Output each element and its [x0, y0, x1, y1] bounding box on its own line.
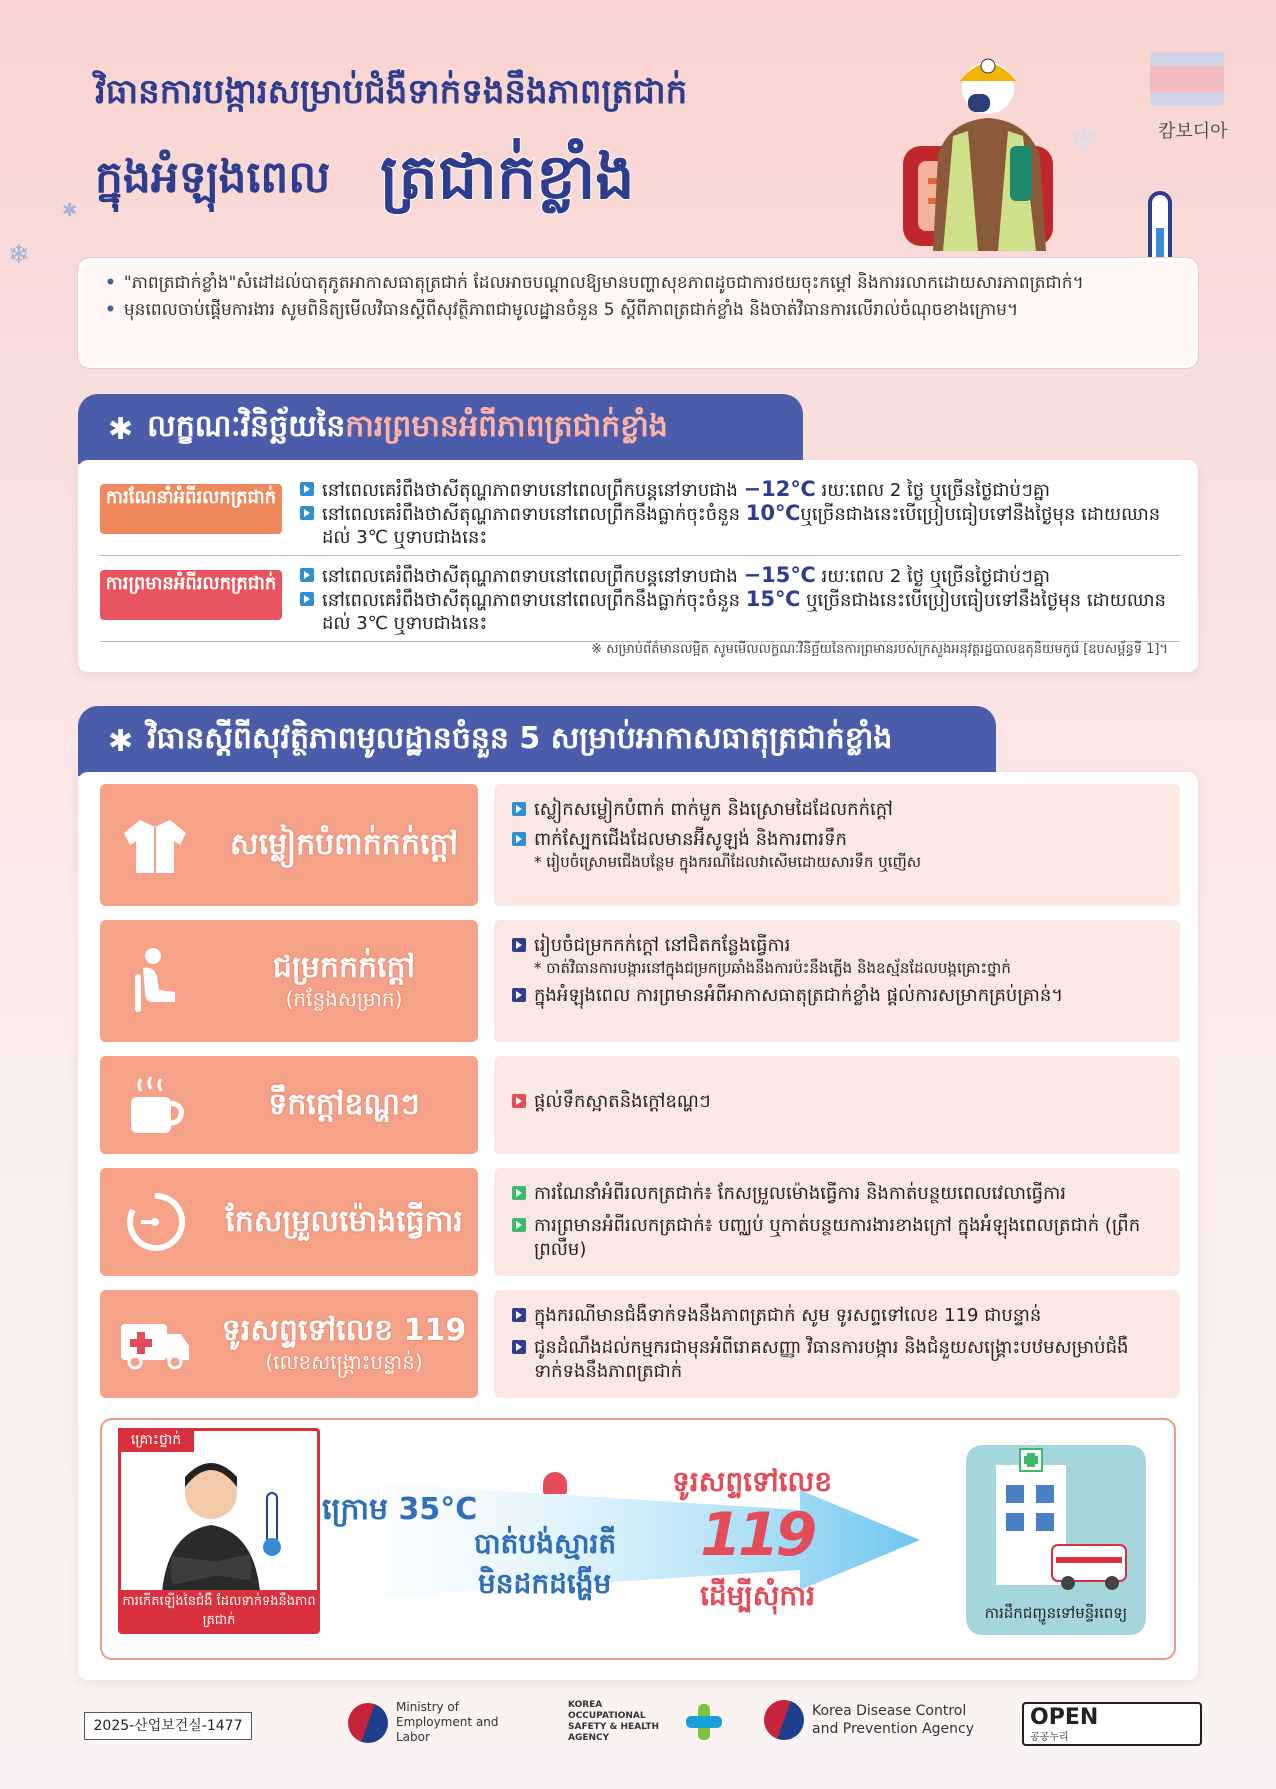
list-item: [300, 502, 1180, 549]
rule-label: [210, 1313, 478, 1375]
arrow-bullet-icon: [512, 1340, 526, 1354]
text: ក្នុងករណីមានជំងឺទាក់ទងនឹងភាពត្រជាក់ សូម ទូរសព្ទទៅលេខ 119 ជាបន្ទាន់: [534, 1305, 1042, 1326]
text: ការព្រមានអំពីរលកត្រជាក់៖ បញ្ឈប់ ឬកាត់បន្ថយការងារខាងក្រៅ ក្នុងអំឡុងពេលត្រជាក់ (ព្រឹកព្រលឹម): [534, 1215, 1141, 1260]
warning-list: [300, 564, 1180, 635]
org-name: Korea Disease Control and Prevention Agency: [812, 1703, 975, 1737]
arrow-bullet-icon: [300, 506, 314, 520]
text: ឬច្រើនជាងនេះបើប្រៀបធៀបទៅនឹងថ្ងៃមុន ដោយឈានដល់ 3℃ ឬទាបជាងនេះ: [322, 590, 1166, 634]
ambulance-icon: [117, 1316, 193, 1372]
criteria-row-advisory: [100, 474, 1180, 556]
intro-text: មុនពេលចាប់ផ្តើមការងារ សូមពិនិត្យមើលវិធានស្តីពីសុវត្ថិភាពជាមូលដ្ឋានចំនួន 5 ស្តីពីភាពត្រជាក់ខ្លាំង និងចាត់វិធានការលើរាល់ចំណុចខាងក្រោម។: [123, 300, 1019, 320]
call-suffix: ដើម្បីសុំការ: [700, 1579, 815, 1612]
worker-illustration: [898, 36, 1098, 256]
text: ការណែនាំអំពីរលកត្រជាក់៖ កែសម្រួលម៉ោងធ្វើការ និងកាត់បន្ថយពេលវេលាធ្វើការ: [534, 1183, 1066, 1204]
text: ក្នុងអំឡុងពេល ការព្រមានអំពីអាកាសធាតុត្រជាក់ខ្លាំង ផ្តល់ការសម្រាកគ្រប់គ្រាន់។: [534, 985, 1064, 1006]
intro-bullet: [105, 271, 1171, 296]
temp-value: 10℃: [745, 501, 801, 525]
arrow-bullet-icon: [512, 1218, 526, 1232]
rule-points-shelter: [494, 920, 1180, 1042]
temp-value: 35°C: [398, 1492, 478, 1527]
advisory-badge: ការណែនាំអំពីរលកត្រជាក់: [100, 484, 282, 534]
text: រយៈពេល 2 ថ្ងៃ ឬច្រើនថ្ងៃជាប់ៗគ្នា: [815, 566, 1050, 587]
kosha-cross-icon: [686, 1704, 722, 1740]
rules-section-title: [78, 706, 996, 776]
org-name: Ministry of Employment and Labor: [396, 1700, 499, 1744]
warning-badge: ការព្រមានអំពីរលកត្រជាក់: [100, 570, 282, 620]
rule-label-water: [100, 1056, 478, 1154]
temp-value: −15℃: [743, 563, 816, 587]
arrow-bullet-icon: [512, 1094, 526, 1108]
arrow-bullet-icon: [512, 832, 526, 846]
list-item: [300, 588, 1180, 635]
list-item: [512, 984, 1162, 1008]
text: នៅពេលគេរំពឹងថាសីតុណ្ហភាពទាបនៅពេលព្រឹកនឹងធ្លាក់ចុះចំនួន: [322, 504, 746, 525]
list-item: [512, 934, 1162, 958]
seat-icon: [125, 946, 185, 1016]
rule-label-call: [100, 1290, 478, 1398]
text: ឬច្រើនជាងនេះបើប្រៀបធៀបទៅនឹងថ្ងៃមុន ដោយឈានដល់ 3℃ ឬទាបជាងនេះ: [322, 504, 1161, 548]
kosha-logo: [568, 1700, 722, 1744]
arrow-bullet-icon: [512, 1308, 526, 1322]
symptom-1: បាត់បង់ស្មារតី: [474, 1527, 617, 1560]
kdca-logo: [764, 1700, 992, 1740]
temp-value: −12℃: [743, 477, 816, 501]
org-name: KOREA OCCUPATIONAL SAFETY & HEALTH AGENCY: [568, 1700, 660, 1743]
rule-label-clothing: [100, 784, 478, 906]
list-note: * ចាត់វិធានការបង្ការនៅក្នុងជម្រកប្រឆាំងនឹងការប៉ះនឹងភ្លើង និងឧស្ម័នដែលបង្កគ្រោះថ្នាក់: [534, 959, 1011, 977]
text: នៅពេលគេរំពឹងថាសីតុណ្ហភាពទាបនៅពេលព្រឹកនឹងធ្លាក់ចុះចំនួន: [322, 590, 746, 611]
criteria-note: ※ សម្រាប់ព័ត៌មានលម្អិត សូមមើលលក្ខណៈវិនិច្ឆ័យនៃការព្រមានរបស់ក្រសួងអនុវត្តរដ្ឋបាលឧតុនិយមកូរ៉េ [ឧបសម្ព័ន្ធទី 1]។: [591, 642, 1168, 657]
open-sub: 공공누리: [1030, 1732, 1069, 1743]
rule-sublabel: (លេខសង្គ្រោះបន្ទាន់): [265, 1350, 423, 1374]
text: នៅពេលគេរំពឹងថាសីតុណ្ហភាពទាបនៅពេលព្រឹកបន្តនៅទាបជាង: [322, 566, 744, 587]
intro-box: [78, 258, 1198, 368]
moel-logo: [348, 1700, 526, 1745]
list-item: [512, 1336, 1162, 1384]
symptom-2: មិនដកដង្ហើម: [478, 1567, 612, 1600]
arrow-bullet-icon: [512, 1186, 526, 1200]
hot-cup-icon: [123, 1073, 187, 1137]
criteria-row-warning: [100, 560, 1180, 642]
rule-label: [210, 950, 478, 1012]
call-number: 119: [700, 1500, 814, 1570]
text: រយៈពេល 2 ថ្ងៃ ឬច្រើនថ្ងៃជាប់ៗគ្នា: [815, 480, 1050, 501]
title-line2-highlight: ត្រជាក់ខ្លាំង: [380, 140, 635, 213]
bullet-icon: •: [105, 273, 116, 293]
list-note: * រៀបចំស្រោមជើងបន្ថែម ក្នុងករណីដែលវាសើមដោយសារទឹក ឬញើស: [534, 853, 922, 871]
rule-points-water: [494, 1056, 1180, 1154]
country-label: 캄보디아: [1158, 121, 1228, 142]
text: ជូនដំណឹងដល់កម្មករជាមុនអំពីរោគសញ្ញា វិធានការបង្ការ និងជំនួយសង្គ្រោះបឋមសម្រាប់ជំងឺទាក់ទងនឹងភាពត្រជាក់: [534, 1337, 1129, 1382]
list-item: [512, 1090, 1162, 1114]
rule-sublabel: (កន្លែងសម្រាក): [285, 987, 403, 1011]
temp-value: 15℃: [745, 587, 801, 611]
list-item: [512, 1214, 1162, 1262]
clock-icon: [123, 1190, 187, 1254]
snowflake-icon: ❄: [1070, 120, 1099, 160]
snowflake-icon: ✱: [108, 723, 134, 759]
rule-label-text: ទូរសព្ទទៅលេខ 119: [221, 1313, 467, 1348]
arrow-bullet-icon: [512, 938, 526, 952]
criteria-section-title: [78, 394, 803, 464]
text: ផ្តល់ទឹកស្អាតនិងក្តៅឧណ្ហៗ: [534, 1091, 711, 1112]
list-item: [512, 1182, 1162, 1206]
rule-label-text: ជម្រកកក់ក្តៅ: [272, 950, 416, 985]
list-item: [512, 1304, 1162, 1328]
criteria-card: [78, 460, 1198, 672]
temp-prefix: ក្រោម: [322, 1492, 389, 1527]
rule-label-shelter: [100, 920, 478, 1042]
rule-points-hours: [494, 1168, 1180, 1276]
snowflake-icon: ✱: [62, 200, 78, 221]
title-line1: វិធានការបង្ការសម្រាប់ជំងឺទាក់ទងនឹងភាពត្រជាក់: [95, 72, 688, 112]
arrow-bullet-icon: [512, 988, 526, 1002]
rules-title: វិធានស្តីពីសុវត្ថិភាពមូលដ្ឋានចំនួន 5 សម្រាប់អាកាសធាតុត្រជាក់ខ្លាំង: [147, 721, 893, 756]
arrow-bullet-icon: [300, 568, 314, 582]
rule-label: កែសម្រួលម៉ោងធ្វើការ: [225, 1204, 463, 1239]
kogl-license-badge: [1022, 1702, 1202, 1746]
shivering-person-icon: [121, 1453, 317, 1613]
arrow-bullet-icon: [300, 482, 314, 496]
snowflake-icon: ✱: [108, 411, 134, 447]
intro-text: "ភាពត្រជាក់ខ្លាំង"សំដៅដល់បាតុភូតអាកាសធាតុត្រជាក់ ដែលអាចបណ្តាលឱ្យមានបញ្ហាសុខភាពដូចជាការថយចុះកម្តៅ និងការរលាកដោយសារភាពត្រជាក់។: [123, 273, 1084, 293]
rule-points-clothing: [494, 784, 1180, 906]
intro-bullet: [105, 298, 1171, 323]
list-item: [300, 478, 1180, 502]
criteria-title-highlight: ការព្រមានអំពីភាពត្រជាក់ខ្លាំង: [345, 409, 668, 444]
rule-points-call: [494, 1290, 1180, 1398]
list-item: [300, 564, 1180, 588]
open-label: OPEN: [1030, 1705, 1099, 1730]
list-item: [512, 828, 1162, 852]
snowflake-icon: ❄: [8, 240, 30, 270]
hospital-caption: ការដឹកជញ្ជូនទៅមន្ទីរពេទ្យ: [984, 1604, 1128, 1622]
call-text: ទូរសព្ទទៅលេខ: [672, 1465, 832, 1498]
advisory-list: [300, 478, 1180, 549]
siren-icon: [543, 1472, 567, 1494]
jacket-icon: [120, 815, 190, 875]
text: ស្លៀកសម្លៀកបំពាក់ ពាក់មួក និងស្រោមដៃដែលកក់ក្តៅ: [534, 799, 893, 820]
arrow-bullet-icon: [512, 802, 526, 816]
rule-label: សម្លៀកបំពាក់កក់ក្តៅ: [230, 827, 458, 862]
criteria-title-prefix: លក្ខណៈវិនិច្ឆ័យនៃ: [147, 409, 346, 444]
rule-label: ទឹកក្តៅឧណ្ហៗ: [268, 1087, 420, 1122]
danger-tag: គ្រោះថ្នាក់: [118, 1428, 194, 1452]
temperature-threshold: [322, 1490, 477, 1534]
document-code: 2025-산업보건실-1477: [84, 1712, 252, 1740]
taegeuk-icon: [764, 1700, 804, 1740]
text: ពាក់ស្បែកជើងដែលមានអ៊ីសូឡង់ និងការពារទឹក: [534, 829, 847, 850]
arrow-bullet-icon: [300, 592, 314, 606]
hospital-icon: [966, 1445, 1146, 1595]
bullet-icon: •: [105, 300, 116, 320]
list-item: [512, 798, 1162, 822]
cambodia-flag-icon: [1150, 52, 1224, 106]
title-line2-prefix: ក្នុងអំឡុងពេល: [95, 152, 331, 203]
rule-label-hours: [100, 1168, 478, 1276]
text: នៅពេលគេរំពឹងថាសីតុណ្ហភាពទាបនៅពេលព្រឹកបន្តនៅទាបជាង: [322, 480, 744, 501]
text: រៀបចំជម្រកកក់ក្តៅ នៅជិតកន្លែងធ្វើការ: [534, 935, 791, 956]
taegeuk-icon: [348, 1703, 388, 1743]
danger-caption: ការកើតឡើងនៃជំងឺ ដែលទាក់ទងនឹងភាពត្រជាក់: [121, 1590, 317, 1631]
